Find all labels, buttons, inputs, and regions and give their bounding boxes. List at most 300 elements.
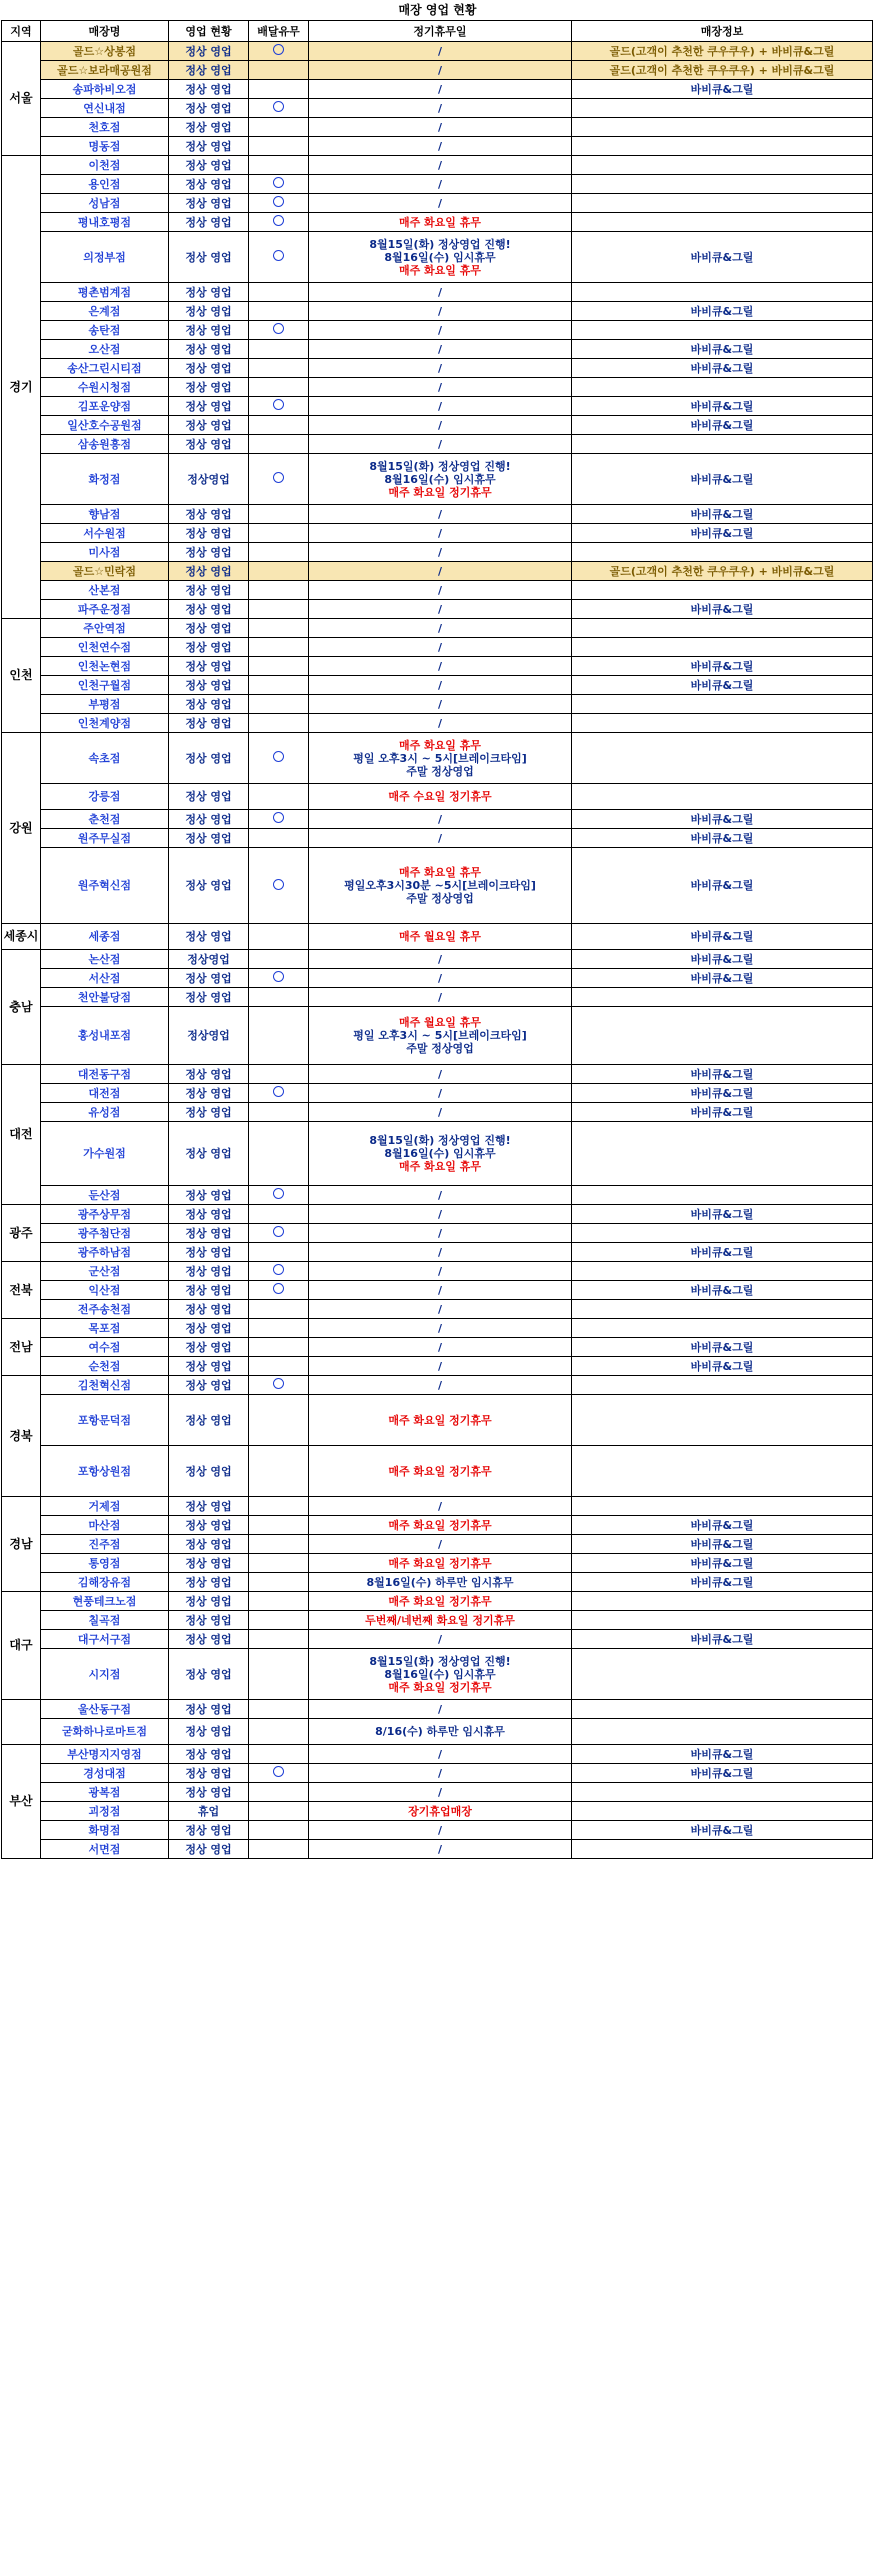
holiday-line: 매주 월요일 휴무 xyxy=(398,930,482,943)
table-row xyxy=(2,1205,873,1224)
holiday-cell xyxy=(309,619,572,638)
store-name: 논산점 xyxy=(41,950,169,969)
store-info xyxy=(572,1719,873,1745)
holiday-line: 매주 화요일 정기휴무 xyxy=(388,1680,492,1694)
store-status: 정상영업 xyxy=(169,454,249,505)
delivery-cell xyxy=(249,562,309,581)
store-status: 정상 영업 xyxy=(169,397,249,416)
store-status: 정상 영업 xyxy=(169,524,249,543)
store-name: 경성대점 xyxy=(41,1764,169,1783)
holiday-line: / xyxy=(437,1086,443,1100)
delivery-circle-icon xyxy=(273,399,284,410)
store-info: 바비큐&그릴 xyxy=(572,1535,873,1554)
store-name: 광주첨단점 xyxy=(41,1224,169,1243)
holiday-line: / xyxy=(437,1188,443,1202)
store-name: 대구서구점 xyxy=(41,1630,169,1649)
store-status: 정상 영업 xyxy=(169,1084,249,1103)
store-status: 정상 영업 xyxy=(169,99,249,118)
store-info: 바비큐&그릴 xyxy=(572,1205,873,1224)
store-name: 거제점 xyxy=(41,1497,169,1516)
store-status: 정상 영업 xyxy=(169,194,249,213)
holiday-cell xyxy=(309,1611,572,1630)
holiday-line: / xyxy=(437,659,443,673)
delivery-cell xyxy=(249,435,309,454)
holiday-line: 매주 화요일 정기휴무 xyxy=(388,1464,492,1478)
store-status: 정상 영업 xyxy=(169,359,249,378)
store-status: 정상 영업 xyxy=(169,829,249,848)
store-name: 화정점 xyxy=(41,454,169,505)
delivery-cell xyxy=(249,137,309,156)
store-info xyxy=(572,99,873,118)
store-info: 골드(고객이 추천한 쿠우쿠우) + 바비큐&그릴 xyxy=(572,562,873,581)
table-row xyxy=(2,1611,873,1630)
holiday-cell xyxy=(309,454,572,505)
store-name: 송산그린시티점 xyxy=(41,359,169,378)
store-status: 정상 영업 xyxy=(169,657,249,676)
store-name: 포항상원점 xyxy=(41,1446,169,1497)
store-status: 정상 영업 xyxy=(169,1592,249,1611)
delivery-cell xyxy=(249,657,309,676)
delivery-cell xyxy=(249,397,309,416)
table-row xyxy=(2,1224,873,1243)
store-info xyxy=(572,1783,873,1802)
store-info xyxy=(572,213,873,232)
holiday-cell xyxy=(309,397,572,416)
delivery-cell xyxy=(249,1764,309,1783)
store-status: 정상 영업 xyxy=(169,1446,249,1497)
store-name: 명동점 xyxy=(41,137,169,156)
store-status: 정상 영업 xyxy=(169,1103,249,1122)
delivery-cell xyxy=(249,600,309,619)
store-info: 바비큐&그릴 xyxy=(572,657,873,676)
delivery-circle-icon xyxy=(273,1766,284,1777)
table-row xyxy=(2,1243,873,1262)
store-info: 바비큐&그릴 xyxy=(572,1243,873,1262)
store-status: 정상 영업 xyxy=(169,1338,249,1357)
holiday-line: / xyxy=(437,1105,443,1119)
store-status: 정상 영업 xyxy=(169,416,249,435)
store-info: 바비큐&그릴 xyxy=(572,1630,873,1649)
table-row xyxy=(2,156,873,175)
holiday-line: / xyxy=(437,812,443,826)
region-cell: 경기 xyxy=(2,156,41,619)
delivery-cell xyxy=(249,543,309,562)
store-status: 정상 영업 xyxy=(169,1764,249,1783)
holiday-cell xyxy=(309,581,572,600)
store-status: 정상 영업 xyxy=(169,969,249,988)
store-status: 정상 영업 xyxy=(169,321,249,340)
store-info: 바비큐&그릴 xyxy=(572,359,873,378)
holiday-line: / xyxy=(437,1766,443,1780)
store-info xyxy=(572,1840,873,1859)
delivery-circle-icon xyxy=(273,44,284,55)
holiday-cell xyxy=(309,1535,572,1554)
store-name: 강릉점 xyxy=(41,784,169,810)
table-row xyxy=(2,283,873,302)
store-status: 정상 영업 xyxy=(169,1573,249,1592)
holiday-cell xyxy=(309,505,572,524)
store-info xyxy=(572,581,873,600)
store-info: 바비큐&그릴 xyxy=(572,505,873,524)
delivery-cell xyxy=(249,1065,309,1084)
table-row xyxy=(2,378,873,397)
store-status: 정상 영업 xyxy=(169,42,249,61)
store-info xyxy=(572,695,873,714)
holiday-line: / xyxy=(437,1359,443,1373)
holiday-cell xyxy=(309,969,572,988)
holiday-cell xyxy=(309,1338,572,1357)
store-name: 파주운정점 xyxy=(41,600,169,619)
holiday-line: / xyxy=(437,1785,443,1799)
delivery-cell xyxy=(249,1007,309,1065)
holiday-line: / xyxy=(437,1632,443,1646)
table-row xyxy=(2,397,873,416)
region-cell: 강원 xyxy=(2,733,41,924)
store-status: 정상 영업 xyxy=(169,1205,249,1224)
delivery-cell xyxy=(249,714,309,733)
delivery-cell xyxy=(249,302,309,321)
holiday-cell xyxy=(309,1745,572,1764)
holiday-cell xyxy=(309,784,572,810)
holiday-line: 8월16일(수) 임시휴무 xyxy=(384,1147,496,1160)
store-info: 바비큐&그릴 xyxy=(572,80,873,99)
delivery-circle-icon xyxy=(273,812,284,823)
store-name: 주안역점 xyxy=(41,619,169,638)
store-info: 바비큐&그릴 xyxy=(572,1357,873,1376)
region-cell: 경북 xyxy=(2,1376,41,1497)
store-info xyxy=(572,1376,873,1395)
holiday-line: / xyxy=(437,418,443,432)
store-name: 부산명지지영점 xyxy=(41,1745,169,1764)
delivery-circle-icon xyxy=(273,1188,284,1199)
table-row xyxy=(2,302,873,321)
delivery-cell xyxy=(249,1186,309,1205)
store-info xyxy=(572,1007,873,1065)
holiday-cell xyxy=(309,1319,572,1338)
delivery-cell xyxy=(249,1535,309,1554)
holiday-cell xyxy=(309,416,572,435)
store-name: 송파하비오점 xyxy=(41,80,169,99)
store-status: 정상 영업 xyxy=(169,137,249,156)
store-info: 바비큐&그릴 xyxy=(572,1103,873,1122)
table-row xyxy=(2,1103,873,1122)
store-status: 정상 영업 xyxy=(169,1186,249,1205)
store-info: 골드(고객이 추천한 쿠우쿠우) + 바비큐&그릴 xyxy=(572,42,873,61)
store-status: 정상 영업 xyxy=(169,118,249,137)
delivery-cell xyxy=(249,42,309,61)
store-status: 정상 영업 xyxy=(169,1700,249,1719)
holiday-line: / xyxy=(437,1747,443,1761)
delivery-cell xyxy=(249,1262,309,1281)
holiday-line: 8/16(수) 하루만 임시휴무 xyxy=(375,1725,505,1738)
store-info: 바비큐&그릴 xyxy=(572,397,873,416)
region-cell: 경남 xyxy=(2,1497,41,1592)
holiday-line: / xyxy=(437,101,443,115)
store-status: 정상 영업 xyxy=(169,638,249,657)
holiday-cell xyxy=(309,1395,572,1446)
delivery-cell xyxy=(249,61,309,80)
delivery-cell xyxy=(249,1649,309,1700)
table-row xyxy=(2,1745,873,1764)
holiday-line: / xyxy=(437,716,443,730)
holiday-line: / xyxy=(437,1842,443,1856)
store-name: 원주무실점 xyxy=(41,829,169,848)
holiday-cell xyxy=(309,378,572,397)
delivery-cell xyxy=(249,1084,309,1103)
delivery-cell xyxy=(249,969,309,988)
store-name: 군산점 xyxy=(41,1262,169,1281)
table-row xyxy=(2,1338,873,1357)
region-cell: 인천 xyxy=(2,619,41,733)
holiday-line: 매주 화요일 휴무 xyxy=(398,215,482,229)
store-status: 정상 영업 xyxy=(169,784,249,810)
store-name: 수원시청점 xyxy=(41,378,169,397)
store-status: 정상영업 xyxy=(169,1007,249,1065)
holiday-cell xyxy=(309,1497,572,1516)
store-info xyxy=(572,378,873,397)
holiday-line: / xyxy=(437,1823,443,1837)
store-name: 향남점 xyxy=(41,505,169,524)
table-row xyxy=(2,1554,873,1573)
table-row xyxy=(2,1300,873,1319)
store-status: 정상 영업 xyxy=(169,302,249,321)
holiday-line: / xyxy=(437,1499,443,1513)
store-info: 바비큐&그릴 xyxy=(572,810,873,829)
header-delivery: 배달유무 xyxy=(249,21,309,42)
holiday-line: / xyxy=(437,831,443,845)
delivery-cell xyxy=(249,733,309,784)
holiday-line: / xyxy=(437,196,443,210)
table-row xyxy=(2,1535,873,1554)
table-row xyxy=(2,1649,873,1700)
store-name: 김포운양점 xyxy=(41,397,169,416)
holiday-cell xyxy=(309,543,572,562)
delivery-circle-icon xyxy=(273,250,284,261)
store-name: 오산점 xyxy=(41,340,169,359)
store-info: 바비큐&그릴 xyxy=(572,1764,873,1783)
holiday-cell xyxy=(309,1122,572,1186)
store-name: 평내호평점 xyxy=(41,213,169,232)
store-name: 골드☆상봉점 xyxy=(41,42,169,61)
holiday-line: / xyxy=(437,1067,443,1081)
table-row xyxy=(2,118,873,137)
holiday-line: 주말 정상영업 xyxy=(406,764,474,778)
delivery-cell xyxy=(249,1281,309,1300)
region-cell: 전북 xyxy=(2,1262,41,1319)
holiday-cell xyxy=(309,1065,572,1084)
store-status: 정상 영업 xyxy=(169,61,249,80)
table-row xyxy=(2,1783,873,1802)
holiday-cell xyxy=(309,1376,572,1395)
store-name: 울산동구점 xyxy=(41,1700,169,1719)
holiday-cell xyxy=(309,137,572,156)
store-name: 광주하남점 xyxy=(41,1243,169,1262)
store-name: 은계점 xyxy=(41,302,169,321)
holiday-cell xyxy=(309,950,572,969)
table-row xyxy=(2,676,873,695)
store-name: 연신내점 xyxy=(41,99,169,118)
store-name: 대전동구점 xyxy=(41,1065,169,1084)
store-status: 정상 영업 xyxy=(169,213,249,232)
holiday-line: 8월16일(수) 하루만 임시휴무 xyxy=(366,1575,514,1589)
store-name: 세종점 xyxy=(41,924,169,950)
store-name: 인천논현점 xyxy=(41,657,169,676)
delivery-cell xyxy=(249,950,309,969)
table-row xyxy=(2,1319,873,1338)
table-row xyxy=(2,175,873,194)
store-info xyxy=(572,1497,873,1516)
delivery-cell xyxy=(249,378,309,397)
store-name: 서산점 xyxy=(41,969,169,988)
delivery-cell xyxy=(249,829,309,848)
holiday-cell xyxy=(309,435,572,454)
store-info: 바비큐&그릴 xyxy=(572,1573,873,1592)
holiday-cell xyxy=(309,1007,572,1065)
table-row xyxy=(2,505,873,524)
holiday-line: 8월16일(수) 임시휴무 xyxy=(384,250,496,264)
region-cell: 세종시 xyxy=(2,924,41,950)
table-row xyxy=(2,213,873,232)
holiday-line: / xyxy=(437,177,443,191)
store-info: 바비큐&그릴 xyxy=(572,1281,873,1300)
delivery-cell xyxy=(249,359,309,378)
holiday-line: 매주 화요일 정기휴무 xyxy=(388,1594,492,1608)
table-row xyxy=(2,950,873,969)
store-name: 둔산점 xyxy=(41,1186,169,1205)
store-name: 천안불당점 xyxy=(41,988,169,1007)
delivery-cell xyxy=(249,175,309,194)
store-status: 정상 영업 xyxy=(169,848,249,924)
holiday-cell xyxy=(309,99,572,118)
store-info: 바비큐&그릴 xyxy=(572,829,873,848)
delivery-cell xyxy=(249,1103,309,1122)
delivery-circle-icon xyxy=(273,971,284,982)
store-info xyxy=(572,1649,873,1700)
holiday-cell xyxy=(309,61,572,80)
store-info: 바비큐&그릴 xyxy=(572,1554,873,1573)
holiday-line: / xyxy=(437,437,443,451)
region-cell: 부산 xyxy=(2,1745,41,1859)
table-row xyxy=(2,1281,873,1300)
holiday-cell xyxy=(309,302,572,321)
table-row xyxy=(2,80,873,99)
holiday-line: 두번째/네번째 화요일 정기휴무 xyxy=(365,1613,515,1627)
store-name: 부평점 xyxy=(41,695,169,714)
holiday-cell xyxy=(309,1573,572,1592)
store-status: 정상 영업 xyxy=(169,562,249,581)
store-name: 일산호수공원점 xyxy=(41,416,169,435)
table-row xyxy=(2,1007,873,1065)
store-status: 정상 영업 xyxy=(169,1065,249,1084)
store-info xyxy=(572,619,873,638)
holiday-line: 평일 오후3시 ~ 5시[브레이크타임] xyxy=(353,1029,527,1042)
delivery-circle-icon xyxy=(273,177,284,188)
holiday-line: 매주 수요일 정기휴무 xyxy=(388,790,492,803)
store-status: 정상 영업 xyxy=(169,1554,249,1573)
holiday-line: / xyxy=(437,1702,443,1716)
region-cell: 충남 xyxy=(2,950,41,1065)
holiday-line: / xyxy=(437,1537,443,1551)
holiday-line: / xyxy=(437,564,443,578)
holiday-line: / xyxy=(437,158,443,172)
holiday-cell xyxy=(309,1103,572,1122)
delivery-cell xyxy=(249,1395,309,1446)
store-status: 정상 영업 xyxy=(169,619,249,638)
store-name: 광복점 xyxy=(41,1783,169,1802)
holiday-line: / xyxy=(437,990,443,1004)
delivery-cell xyxy=(249,1300,309,1319)
header-store-name: 매장명 xyxy=(41,21,169,42)
table-row xyxy=(2,784,873,810)
holiday-line: / xyxy=(437,82,443,96)
table-row xyxy=(2,1357,873,1376)
delivery-circle-icon xyxy=(273,1378,284,1389)
store-status: 정상 영업 xyxy=(169,1357,249,1376)
holiday-line: / xyxy=(437,380,443,394)
store-name: 미사점 xyxy=(41,543,169,562)
store-status: 정상 영업 xyxy=(169,581,249,600)
store-info: 바비큐&그릴 xyxy=(572,1745,873,1764)
table-row xyxy=(2,1122,873,1186)
table-row xyxy=(2,1700,873,1719)
store-info: 바비큐&그릴 xyxy=(572,416,873,435)
store-status: 정상영업 xyxy=(169,950,249,969)
holiday-cell xyxy=(309,829,572,848)
store-info xyxy=(572,1224,873,1243)
store-status: 정상 영업 xyxy=(169,1281,249,1300)
store-info xyxy=(572,1262,873,1281)
store-info: 바비큐&그릴 xyxy=(572,969,873,988)
store-name: 굳화하나로마트점 xyxy=(41,1719,169,1745)
store-info xyxy=(572,1592,873,1611)
holiday-line: / xyxy=(437,1245,443,1259)
table-row xyxy=(2,1395,873,1446)
store-info xyxy=(572,175,873,194)
store-name: 시지점 xyxy=(41,1649,169,1700)
table-row xyxy=(2,1592,873,1611)
holiday-cell xyxy=(309,600,572,619)
table-row xyxy=(2,1262,873,1281)
holiday-line: 매주 화요일 휴무 xyxy=(398,263,482,277)
store-status: 정상 영업 xyxy=(169,1376,249,1395)
store-name: 송탄점 xyxy=(41,321,169,340)
holiday-cell xyxy=(309,695,572,714)
table-row xyxy=(2,1821,873,1840)
store-info xyxy=(572,1319,873,1338)
store-info xyxy=(572,1395,873,1446)
delivery-cell xyxy=(249,1719,309,1745)
holiday-cell xyxy=(309,1700,572,1719)
holiday-cell xyxy=(309,1446,572,1497)
delivery-cell xyxy=(249,416,309,435)
store-name: 괴정점 xyxy=(41,1802,169,1821)
holiday-line: / xyxy=(437,1207,443,1221)
store-info xyxy=(572,1611,873,1630)
table-row xyxy=(2,924,873,950)
store-info: 바비큐&그릴 xyxy=(572,1516,873,1535)
store-info: 바비큐&그릴 xyxy=(572,600,873,619)
holiday-cell xyxy=(309,1783,572,1802)
delivery-cell xyxy=(249,1205,309,1224)
delivery-cell xyxy=(249,638,309,657)
holiday-line: / xyxy=(437,526,443,540)
store-status: 정상 영업 xyxy=(169,1783,249,1802)
holiday-line: / xyxy=(437,952,443,966)
holiday-line: / xyxy=(437,399,443,413)
delivery-cell xyxy=(249,1840,309,1859)
holiday-line: / xyxy=(437,120,443,134)
delivery-cell xyxy=(249,118,309,137)
